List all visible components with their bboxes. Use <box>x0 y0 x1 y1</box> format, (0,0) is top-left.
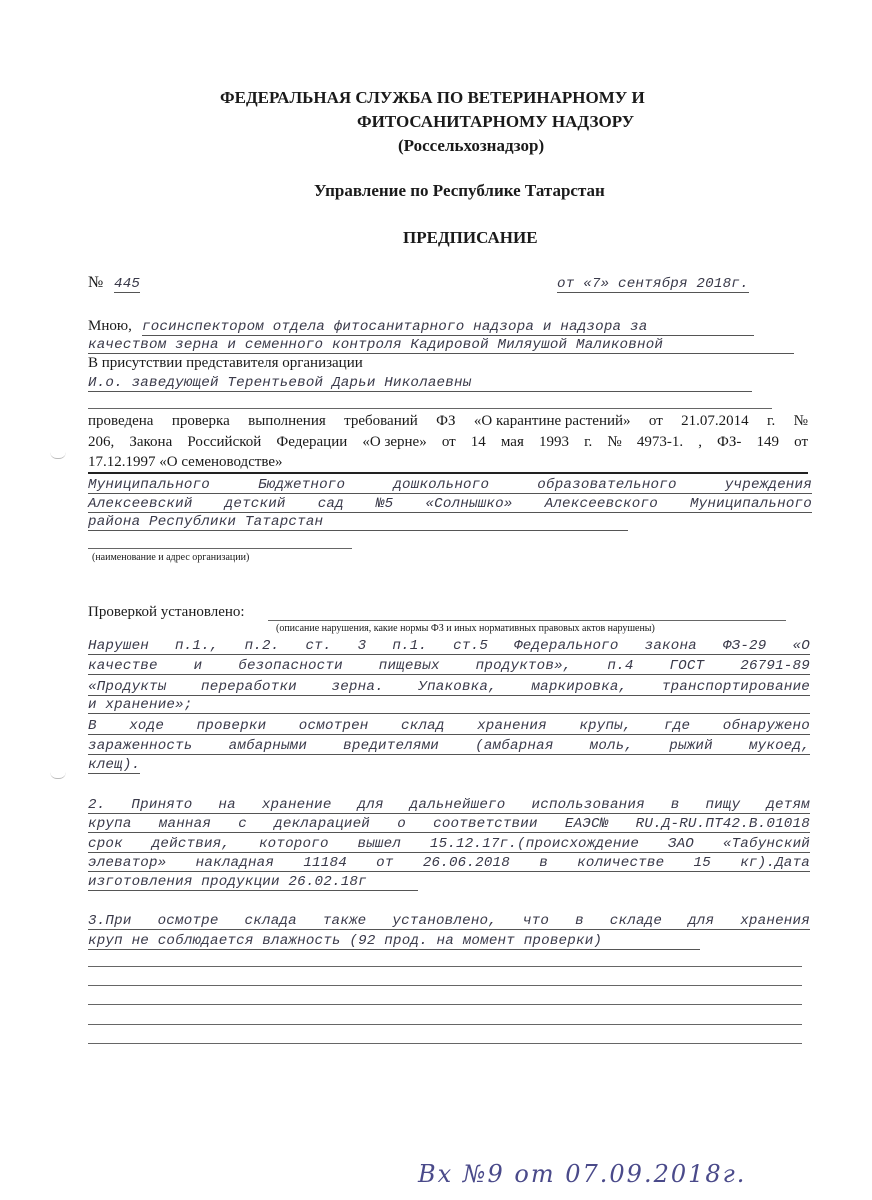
finding1-line4: и хранение»; <box>88 697 810 714</box>
inspector-line2: качеством зерна и семенного контроля Кадировой Миляушой Маликовной <box>88 337 794 354</box>
finding1-line2: качестве и безопасности пищевых продуктов», п.4 ГОСТ 26791-89 <box>88 658 810 674</box>
findings-label-rule <box>268 620 786 621</box>
blank-line <box>88 1004 802 1005</box>
handwritten-registration-note: Вх №9 от 07.09.2018г. <box>418 1160 747 1188</box>
inspector-label: Мною, <box>88 318 132 334</box>
document-date: от «7» сентября 2018г. <box>557 276 749 292</box>
item3-line1: 3.При осмотре склада также установлено, что в складе для хранения <box>88 913 810 929</box>
blank-line <box>88 966 802 967</box>
finding2-line2: зараженность амбарными вредителями (амбарная моль, рыжий мукоед, <box>88 738 810 754</box>
document-title: ПРЕДПИСАНИЕ <box>403 228 538 247</box>
findings-label: Проверкой установлено: <box>88 604 245 620</box>
item2-line2: крупа манная с декларацией о соответствии ЕАЭС№ RU.Д-RU.ПТ42.В.01018 <box>88 816 810 832</box>
organization-line1: Муниципального Бюджетного дошкольного образовательного учреждения <box>88 477 812 493</box>
section-divider <box>88 472 808 474</box>
organization-line2: Алексеевский детский сад №5 «Солнышко» Алексеевского Муниципального <box>88 496 812 512</box>
presence-value: И.о. заведующей Терентьевой Дарьи Николаевны <box>88 375 752 392</box>
item2-line5: изготовления продукции 26.02.18г <box>88 874 418 891</box>
number-label: № <box>88 274 104 291</box>
blank-line <box>88 408 772 409</box>
item2-line3: срок действия, которого вышел 15.12.17г.(происхождение ЗАО «Табунский <box>88 836 810 852</box>
punch-hole-mark <box>50 452 66 459</box>
caption-rule <box>88 548 352 549</box>
finding1-line3: «Продукты переработки зерна. Упаковка, маркировка, транспортирование <box>88 679 810 695</box>
inspector-line1: госинспектором отдела фитосанитарного надзора и надзора за <box>142 319 754 336</box>
finding2-line3: клещ). <box>88 757 141 773</box>
finding2-line1: В ходе проверки осмотрен склад хранения крупы, где обнаружено <box>88 718 810 734</box>
blank-line <box>88 985 802 986</box>
agency-name-line1: ФЕДЕРАЛЬНАЯ СЛУЖБА ПО ВЕТЕРИНАРНОМУ И <box>220 88 645 107</box>
organization-line3: района Республики Татарстан <box>88 514 628 531</box>
findings-caption: (описание нарушения, какие нормы ФЗ и иных нормативных правовых актов нарушены) <box>276 623 655 634</box>
item3-line2: круп не соблюдается влажность (92 прод. на момент проверки) <box>88 933 700 950</box>
finding1-line1: Нарушен п.1., п.2. ст. 3 п.1. ст.5 Федерального закона ФЗ-29 «О <box>88 638 810 654</box>
department-name: Управление по Республике Татарстан <box>314 181 605 200</box>
blank-line <box>88 1043 802 1044</box>
agency-short-name: (Россельхознадзор) <box>398 136 545 155</box>
check-line3: 17.12.1997 «О семеноводстве» <box>88 454 283 470</box>
document-number: 445 <box>114 276 141 292</box>
punch-hole-mark <box>50 772 66 779</box>
presence-label: В присутствии представителя организации <box>88 355 363 371</box>
item2-line1: 2. Принято на хранение для дальнейшего использования в пищу детям <box>88 797 810 813</box>
agency-name-line2: ФИТОСАНИТАРНОМУ НАДЗОРУ <box>357 112 635 131</box>
check-line1: проведена проверка выполнения требований ФЗ «О карантине растений» от 21.07.2014 г. № <box>88 413 808 429</box>
item2-line4: элеватор» накладная 11184 от 26.06.2018 в количестве 15 кг).Дата <box>88 855 810 871</box>
blank-line <box>88 1024 802 1025</box>
check-line2: 206, Закона Российской Федерации «О зерне» от 14 мая 1993 г. № 4973-1. , ФЗ- 149 от <box>88 434 808 450</box>
organization-caption: (наименование и адрес организации) <box>92 552 250 563</box>
